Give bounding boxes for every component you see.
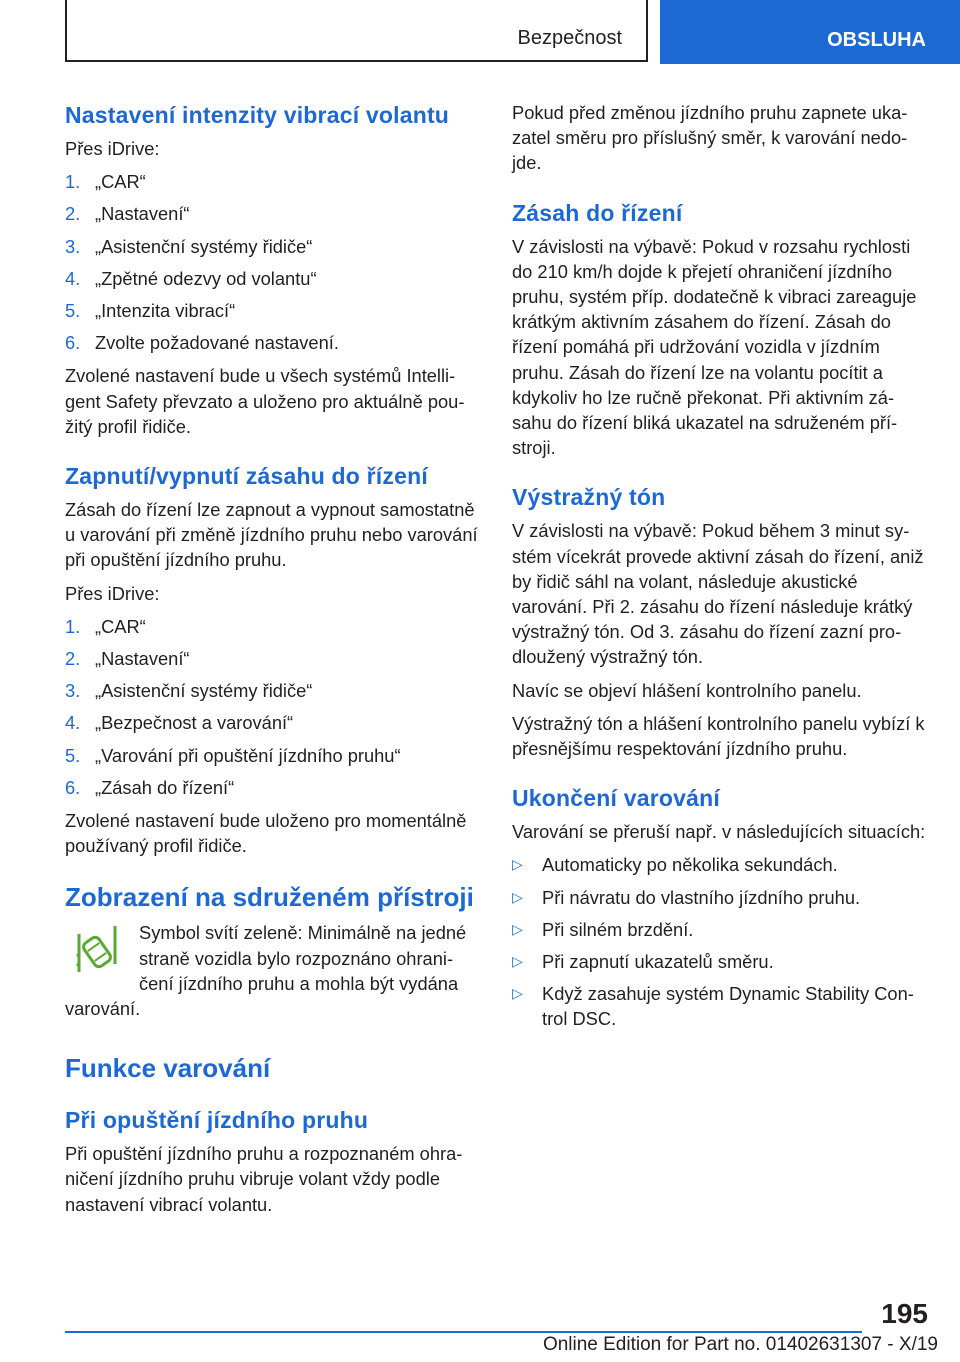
- steps-list-intervention: [65, 614, 479, 800]
- list-item: 5. „Intenzita vibrací“: [65, 300, 236, 322]
- list-item: 6. Zvolte požadované nastavení.: [65, 332, 339, 354]
- paragraph: Zvolené nastavení bude u všech systémů Intelligent Safety převzato a uloženo pro aktuálně použitý profil řidiče.: [65, 365, 465, 437]
- list-item: 2. „Nastavení“: [65, 203, 190, 225]
- paragraph: Zásah do řízení lze zapnout a vypnout samostatně u varování při změně jízdního pruhu nebo varování při opuštění jízdního pruhu.: [65, 499, 478, 571]
- paragraph: V závislosti na výbavě: Pokud v rozsahu rychlosti do 210 km/h dojde k přejetí ohraničení jízdního pruhu, systém příp. dodatečně k vibraci zareaguje krátkým aktivním zásahem do řízení. Zásah do řízení pomáhá při udržování vozidla v jízdním pruhu. Zásah do řízení lze na volantu pocítit a kdykoliv ho lze ručně překonat. Při aktivním zásahu do řízení bliká ukazatel na sdruženém přístroji.: [512, 235, 917, 459]
- heading-display: Zobrazení na sdruženém přístroji: [65, 882, 474, 913]
- bullet-triangle-icon: ▷: [512, 985, 523, 1002]
- paragraph: Varování se přeruší např. v následujících situacích:: [512, 821, 926, 843]
- via-idrive-label: Přes iDrive:: [65, 138, 160, 159]
- list-item: 3. „Asistenční systémy řidiče“: [65, 235, 313, 257]
- list-item: 3. „Asistenční systémy řidiče“: [65, 680, 313, 702]
- section-title: Bezpečnost: [517, 27, 622, 49]
- paragraph: Navíc se objeví hlášení kontrolního panelu.: [512, 679, 862, 701]
- right-column: [512, 100, 926, 1039]
- paragraph: Zvolené nastavení bude uloženo pro momentálně používaný profil řidiče.: [65, 810, 467, 857]
- heading-toggle-intervention: Zapnutí/vypnutí zásahu do řízení: [65, 463, 428, 490]
- list-item: 6. „Zásah do řízení“: [65, 776, 235, 798]
- heading-leaving-lane: Při opuštění jízdního pruhu: [65, 1107, 369, 1134]
- list-item: ▷ Při silném brzdění.: [512, 917, 926, 942]
- list-item: 5. „Varování při opuštění jízdního pruhu“: [65, 744, 401, 766]
- paragraph: Symbol svítí zeleně: Minimálně na jedné straně vozidla bylo rozpoznáno ohraničení jízdního pruhu a mohla být vydána varování.: [65, 922, 467, 1020]
- via-idrive-label: Přes iDrive:: [65, 582, 160, 604]
- list-item: 4. „Bezpečnost a varování“: [65, 712, 294, 734]
- bullet-triangle-icon: ▷: [512, 888, 523, 905]
- page-header: [0, 0, 960, 64]
- chapter-title: OBSLUHA: [827, 29, 926, 51]
- chapter-tab: [660, 0, 960, 64]
- bullet-triangle-icon: ▷: [512, 953, 523, 970]
- list-item: ▷ Automaticky po několika sekundách.: [512, 852, 926, 877]
- paragraph: Výstražný tón a hlášení kontrolního panelu vybízí k přesnějšímu respektování jízdního pruhu.: [512, 712, 925, 760]
- lane-departure-icon: [73, 924, 121, 976]
- left-column: [65, 100, 479, 1225]
- symbol-description: [65, 920, 479, 1029]
- paragraph: Pokud před změnou jízdního pruhu zapnete ukazatel směru pro příslušný směr, k varování nedojde.: [512, 102, 908, 174]
- paragraph: Při opuštění jízdního pruhu a rozpoznaném ohraničení jízdního pruhu vibruje volant vždy podle nastavení vibrací volantu.: [65, 1143, 463, 1215]
- footer-divider: [65, 1331, 862, 1333]
- heading-warning-tone: Výstražný tón: [512, 484, 666, 511]
- section-tab: [65, 0, 648, 62]
- page-number: 195: [881, 1298, 928, 1329]
- bullet-triangle-icon: ▷: [512, 856, 523, 873]
- bullet-list: [512, 852, 926, 1031]
- steps-list-vibration: [65, 169, 479, 355]
- list-item: 1. „CAR“: [65, 171, 146, 193]
- list-item: ▷ Při návratu do vlastního jízdního pruhu.: [512, 885, 926, 910]
- heading-end-warning: Ukončení varování: [512, 785, 720, 812]
- list-item: ▷ Když zasahuje systém Dynamic Stability Control DSC.: [512, 981, 926, 1031]
- heading-warning-function: Funkce varování: [65, 1053, 271, 1084]
- list-item: ▷ Při zapnutí ukazatelů směru.: [512, 949, 926, 974]
- paragraph: V závislosti na výbavě: Pokud během 3 minut systém vícekrát provede aktivní zásah do řízení, aniž by řidič sáhl na volant, následuje akustické varování. Při 2. zásahu do řízení následuje krátký výstražný tón. Od 3. zásahu do řízení zazní prodloužený výstražný tón.: [512, 520, 924, 668]
- heading-steering-intervention: Zásah do řízení: [512, 199, 683, 226]
- footer-edition: Online Edition for Part no. 01402631307 - X/19: [542, 1334, 938, 1355]
- list-item: 2. „Nastavení“: [65, 648, 190, 670]
- list-item: 1. „CAR“: [65, 615, 146, 637]
- heading-vibration-intensity: Nastavení intenzity vibrací volantu: [65, 102, 450, 128]
- bullet-triangle-icon: ▷: [512, 920, 523, 937]
- list-item: 4. „Zpětné odezvy od volantu“: [65, 267, 317, 289]
